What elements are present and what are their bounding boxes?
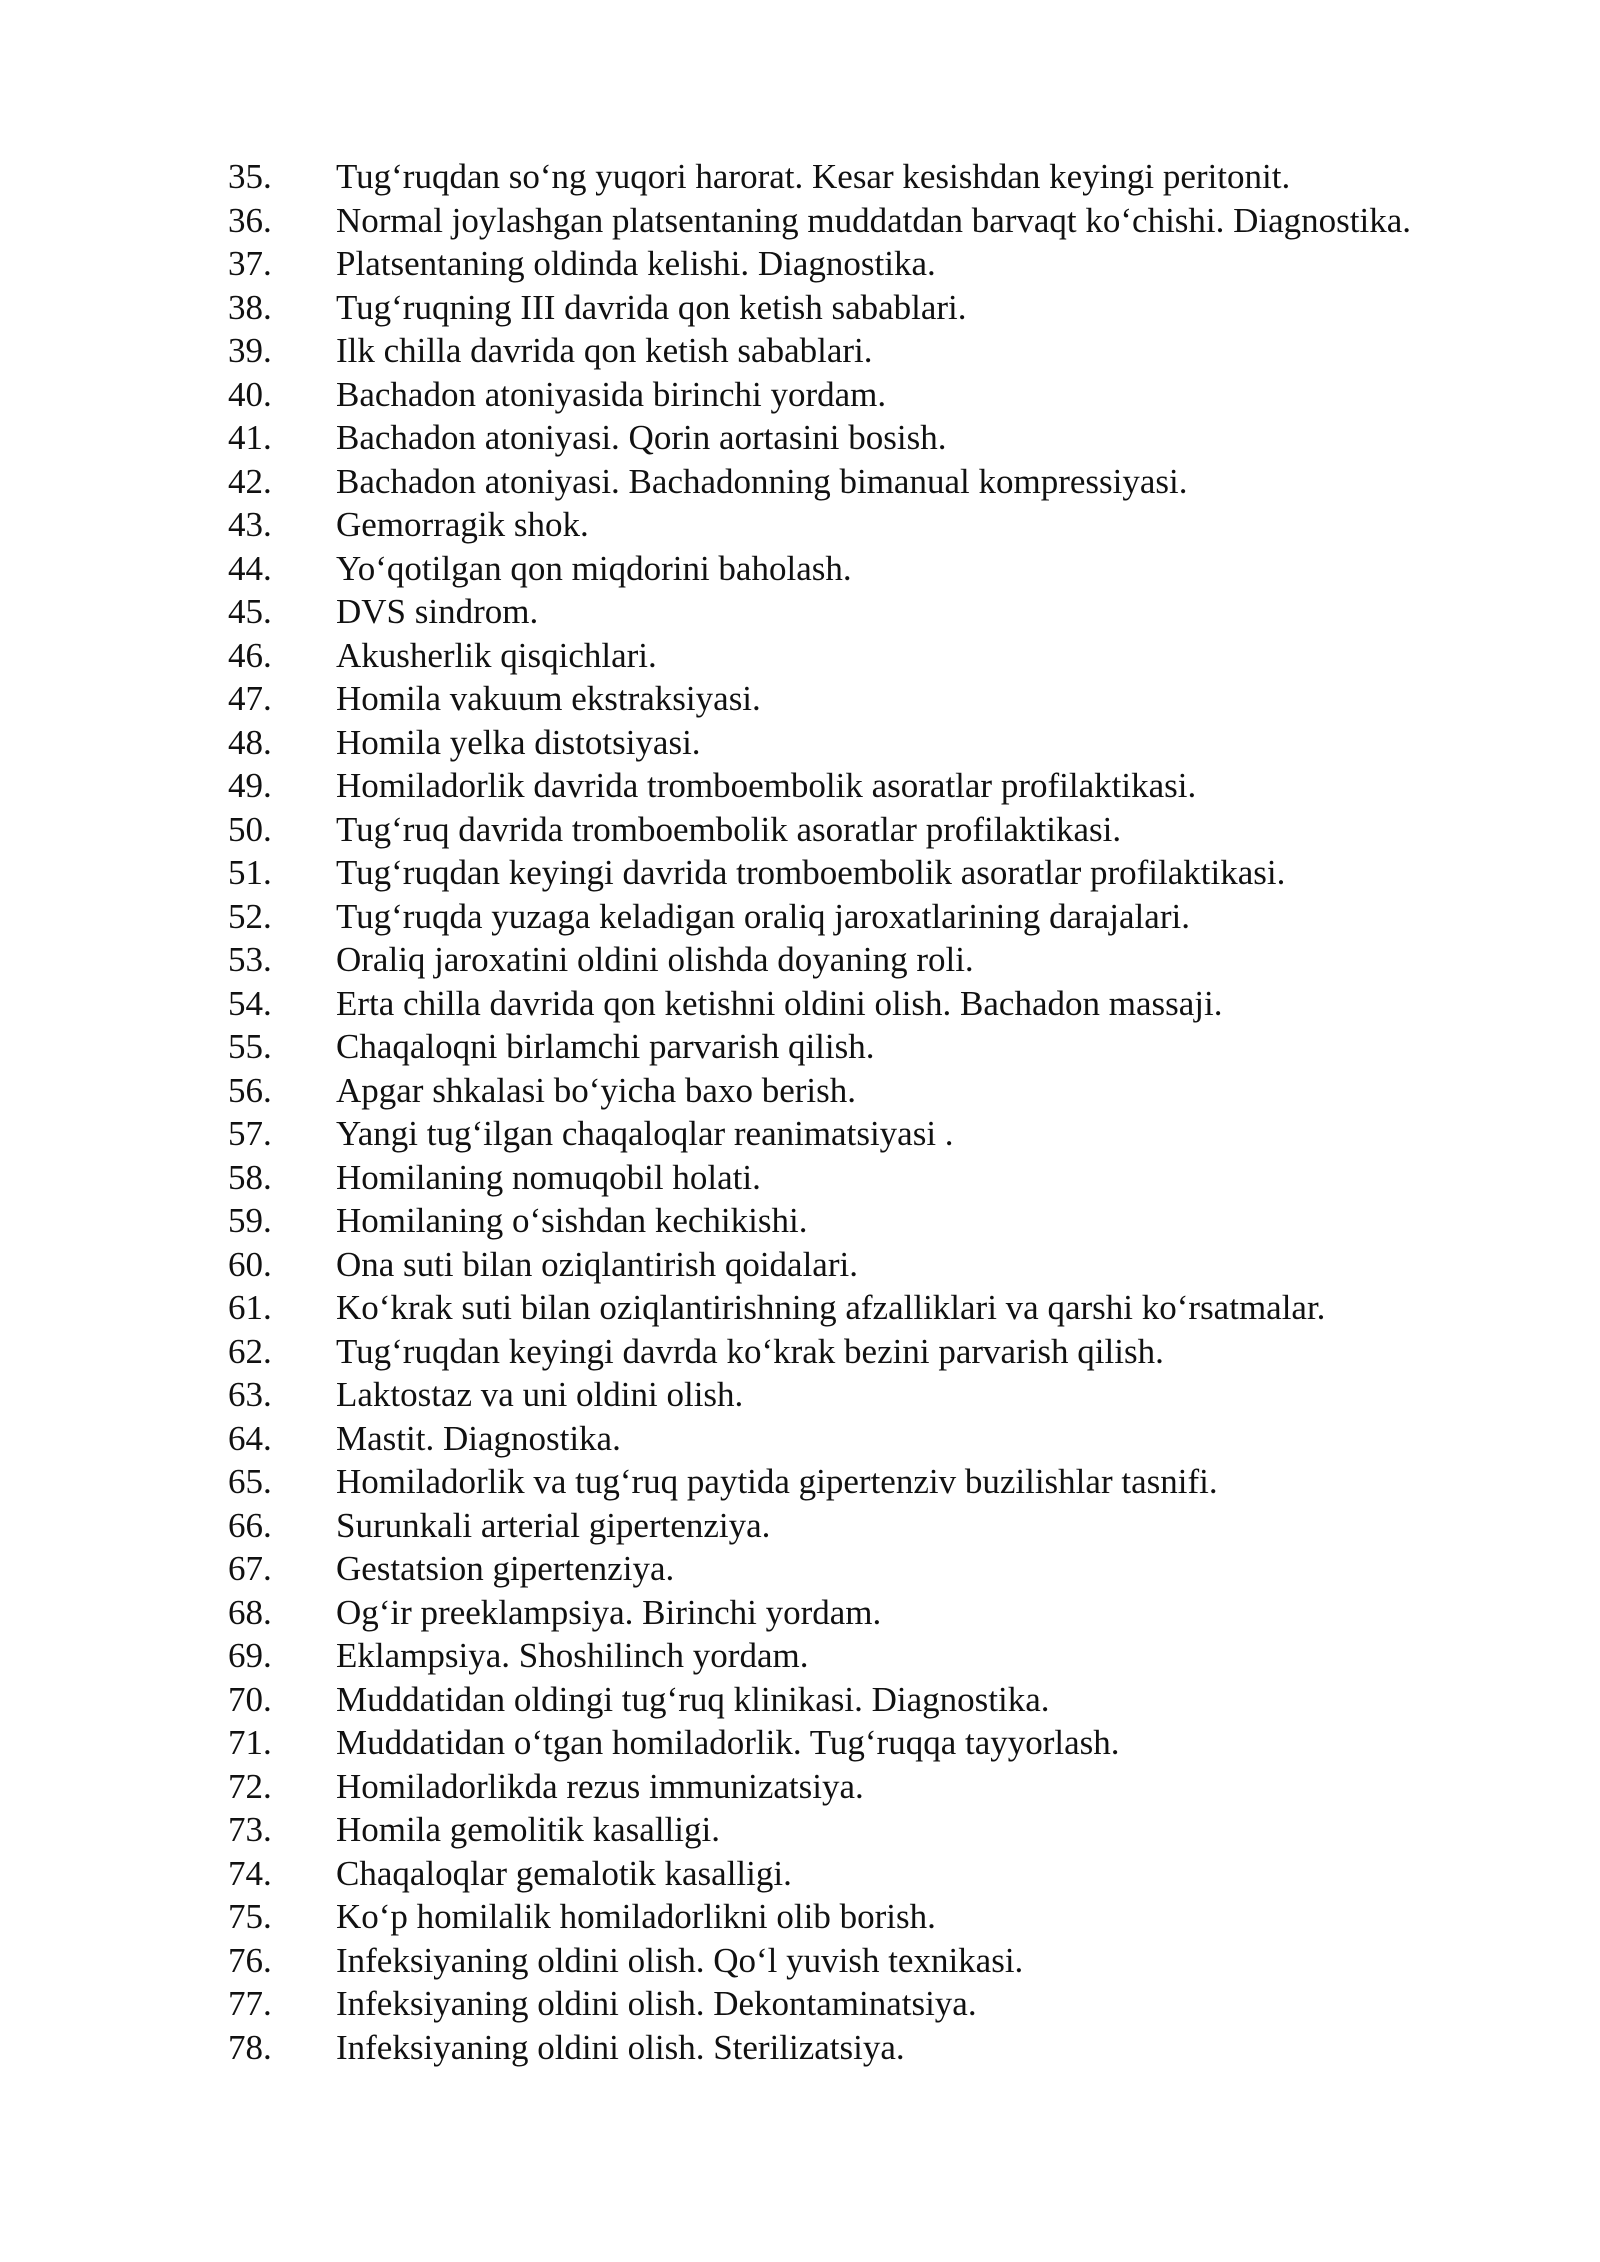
list-item-text: Homilaning nomuqobil holati. bbox=[336, 1157, 761, 1197]
list-item-number: 73. bbox=[228, 1810, 272, 1849]
list-item-number: 65. bbox=[228, 1462, 272, 1501]
list-item-number: 58. bbox=[228, 1157, 272, 1197]
list-item-text: Oraliq jaroxatini oldini olishda doyaning roli. bbox=[336, 940, 974, 979]
list-item-number: 51. bbox=[228, 853, 272, 892]
list-item-text: Tug‘ruqda yuzaga keladigan oraliq jaroxatlarining darajalari. bbox=[336, 896, 1190, 936]
list-item-text: Homila yelka distotsiyasi. bbox=[336, 722, 701, 762]
list-item-number: 55. bbox=[228, 1027, 272, 1066]
list-item-number: 53. bbox=[228, 940, 272, 979]
list-item-text: Ilk chilla davrida qon ketish sabablari. bbox=[336, 331, 873, 370]
list-item-number: 75. bbox=[228, 1897, 272, 1936]
list-item-text: Homila gemolitik kasalligi. bbox=[336, 1810, 720, 1849]
list-item-text: Erta chilla davrida qon ketishni oldini olish. Bachadon massaji. bbox=[336, 983, 1223, 1023]
list-item-text: Muddatidan o‘tgan homiladorlik. Tug‘ruqqa tayyorlash. bbox=[336, 1723, 1120, 1762]
list-item-number: 47. bbox=[228, 679, 272, 718]
list-item-text: Surunkali arterial gipertenziya. bbox=[336, 1505, 771, 1545]
list-item-number: 63. bbox=[228, 1375, 272, 1414]
list-item-number: 71. bbox=[228, 1723, 272, 1762]
list-item-number: 68. bbox=[228, 1592, 272, 1632]
list-item-text: Laktostaz va uni oldini olish. bbox=[336, 1375, 744, 1414]
list-item-number: 59. bbox=[228, 1201, 272, 1240]
list-item-text: Homilaning o‘sishdan kechikishi. bbox=[336, 1201, 808, 1240]
list-item-number: 43. bbox=[228, 505, 272, 544]
list-item-text: Tug‘ruqdan so‘ng yuqori harorat. Kesar kesishdan keyingi peritonit. bbox=[336, 157, 1291, 196]
list-item-text: Tug‘ruqdan keyingi davrda ko‘krak bezini parvarish qilish. bbox=[336, 1331, 1164, 1371]
list-item-number: 56. bbox=[228, 1070, 272, 1110]
list-item-text: Infeksiyaning oldini olish. Qo‘l yuvish texnikasi. bbox=[336, 1940, 1024, 1980]
list-item-number: 50. bbox=[228, 809, 272, 849]
list-item-number: 44. bbox=[228, 548, 272, 588]
list-item-text: Bachadon atoniyasi. Bachadonning bimanual kompressiyasi. bbox=[336, 461, 1188, 501]
list-item-text: Tug‘ruqning III davrida qon ketish sabablari. bbox=[336, 287, 967, 327]
list-item-text: Yangi tug‘ilgan chaqaloqlar reanimatsiyasi . bbox=[336, 1114, 954, 1153]
list-item-text: Ona suti bilan oziqlantirish qoidalari. bbox=[336, 1244, 858, 1284]
list-item-number: 48. bbox=[228, 722, 272, 762]
list-item-text: Eklampsiya. Shoshilinch yordam. bbox=[336, 1636, 809, 1675]
list-item-text: Muddatidan oldingi tug‘ruq klinikasi. Diagnostika. bbox=[336, 1679, 1050, 1719]
list-item-text: Og‘ir preeklampsiya. Birinchi yordam. bbox=[336, 1592, 882, 1632]
list-item-number: 35. bbox=[228, 157, 272, 196]
list-item-number: 69. bbox=[228, 1636, 272, 1675]
list-item-number: 45. bbox=[228, 592, 272, 631]
list-item-number: 39. bbox=[228, 331, 272, 370]
list-item-number: 37. bbox=[228, 244, 272, 283]
list-item-text: Homiladorlikda rezus immunizatsiya. bbox=[336, 1766, 864, 1806]
list-item-text: Gestatsion gipertenziya. bbox=[336, 1549, 675, 1588]
list-item-number: 52. bbox=[228, 896, 272, 936]
list-item-number: 57. bbox=[228, 1114, 272, 1153]
list-item-text: Bachadon atoniyasi. Qorin aortasini bosish. bbox=[336, 418, 947, 457]
list-item-text: Tug‘ruqdan keyingi davrida tromboembolik asoratlar profilaktikasi. bbox=[336, 853, 1286, 892]
list-item-number: 77. bbox=[228, 1984, 272, 2023]
list-item-text: Chaqaloqni birlamchi parvarish qilish. bbox=[336, 1027, 875, 1066]
list-item-text: Infeksiyaning oldini olish. Sterilizatsiya. bbox=[336, 2027, 905, 2067]
list-item-text: Bachadon atoniyasida birinchi yordam. bbox=[336, 374, 887, 414]
list-item-number: 62. bbox=[228, 1331, 272, 1371]
list-item-text: Platsentaning oldinda kelishi. Diagnostika. bbox=[336, 244, 936, 283]
list-item-number: 70. bbox=[228, 1679, 272, 1719]
list-item-number: 66. bbox=[228, 1505, 272, 1545]
list-item-text: Yo‘qotilgan qon miqdorini baholash. bbox=[336, 548, 852, 588]
list-item-number: 60. bbox=[228, 1244, 272, 1284]
list-item-text: Ko‘krak suti bilan oziqlantirishning afzalliklari va qarshi ko‘rsatmalar. bbox=[336, 1288, 1326, 1327]
list-item-text: Homila vakuum ekstraksiyasi. bbox=[336, 679, 761, 718]
list-item-text: Homiladorlik va tug‘ruq paytida gipertenziv buzilishlar tasnifi. bbox=[336, 1462, 1218, 1501]
list-item-number: 41. bbox=[228, 418, 272, 457]
list-item-text: Tug‘ruq davrida tromboembolik asoratlar profilaktikasi. bbox=[336, 809, 1122, 849]
list-item-text: Infeksiyaning oldini olish. Dekontaminatsiya. bbox=[336, 1984, 977, 2023]
list-item-number: 72. bbox=[228, 1766, 272, 1806]
list-item-number: 61. bbox=[228, 1288, 272, 1327]
list-item-number: 49. bbox=[228, 766, 272, 805]
list-item-text: Akusherlik qisqichlari. bbox=[336, 635, 657, 675]
list-item-number: 78. bbox=[228, 2027, 272, 2067]
list-item-number: 36. bbox=[228, 200, 272, 240]
list-item-number: 40. bbox=[228, 374, 272, 414]
list-item-text: Mastit. Diagnostika. bbox=[336, 1418, 621, 1458]
list-item-number: 42. bbox=[228, 461, 272, 501]
list-item-number: 74. bbox=[228, 1853, 272, 1893]
list-item-number: 64. bbox=[228, 1418, 272, 1458]
list-item-text: Ko‘p homilalik homiladorlikni olib borish. bbox=[336, 1897, 936, 1936]
list-item-number: 46. bbox=[228, 635, 272, 675]
list-item-number: 38. bbox=[228, 287, 272, 327]
list-item-text: Homiladorlik davrida tromboembolik asoratlar profilaktikasi. bbox=[336, 766, 1197, 805]
list-item-text: Chaqaloqlar gemalotik kasalligi. bbox=[336, 1853, 792, 1893]
list-item-text: Gemorragik shok. bbox=[336, 505, 589, 544]
list-item-text: Normal joylashgan platsentaning muddatdan barvaqt ko‘chishi. Diagnostika. bbox=[336, 200, 1412, 240]
list-item-number: 76. bbox=[228, 1940, 272, 1980]
list-item-number: 54. bbox=[228, 983, 272, 1023]
list-item-number: 67. bbox=[228, 1549, 272, 1588]
list-item-text: Apgar shkalasi bo‘yicha baxo berish. bbox=[336, 1070, 856, 1110]
list-item-text: DVS sindrom. bbox=[336, 592, 539, 631]
